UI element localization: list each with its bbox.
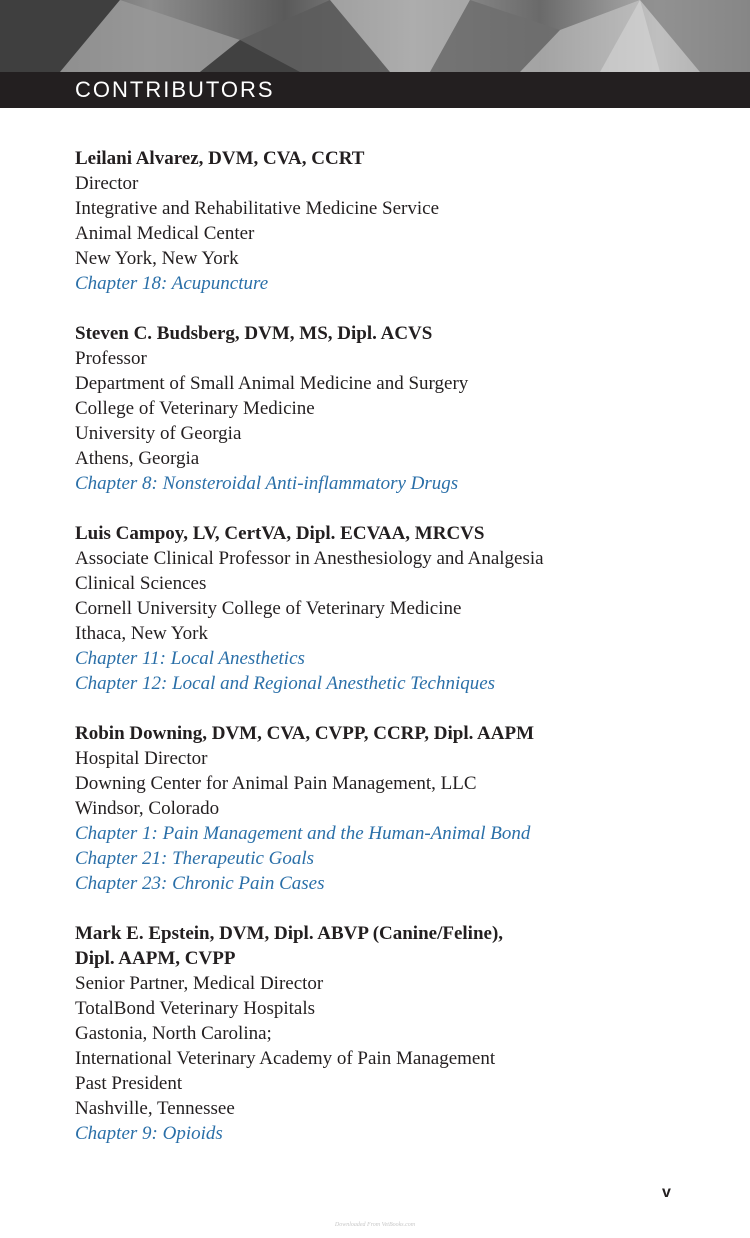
contributor-name: Robin Downing, DVM, CVA, CVPP, CCRP, Dipl. AAPM [75, 723, 535, 744]
chapter-link[interactable]: Chapter 9: Opioids [75, 1123, 223, 1144]
contributor-title: Director [75, 173, 139, 194]
chapter-link[interactable]: Chapter 18: Acupuncture [75, 273, 269, 294]
contributor-title: Associate Clinical Professor in Anesthesiology and Analgesia [75, 548, 544, 569]
contributor-affiliation: Downing Center for Animal Pain Management, LLC [75, 773, 477, 794]
contributor-title: Past President [75, 1073, 183, 1094]
contributor-location: Ithaca, New York [75, 623, 208, 644]
contributor-entry [75, 146, 695, 296]
chapter-link[interactable]: Chapter 1: Pain Management and the Human-Animal Bond [75, 823, 531, 844]
contributor-affiliation: Integrative and Rehabilitative Medicine Service [75, 198, 440, 219]
chapter-link[interactable]: Chapter 21: Therapeutic Goals [75, 848, 315, 869]
contributor-entry [75, 521, 695, 696]
contributor-affiliation: Clinical Sciences [75, 573, 207, 594]
contributor-location: New York, New York [75, 248, 239, 269]
contributor-name: Mark E. Epstein, DVM, Dipl. ABVP (Canine/Feline), [75, 923, 504, 944]
contributor-affiliation: Animal Medical Center [75, 223, 255, 244]
banner-facets-graphic [0, 0, 750, 72]
chapter-link[interactable]: Chapter 11: Local Anesthetics [75, 648, 305, 669]
page-number: v [662, 1184, 671, 1201]
footer-watermark: Downloaded From VetBooks.com [334, 1222, 416, 1228]
page-title: CONTRIBUTORS [75, 77, 275, 102]
contributor-affiliation: International Veterinary Academy of Pain Management [75, 1048, 496, 1069]
contributor-name-continued: Dipl. AAPM, CVPP [75, 948, 236, 969]
contributor-location: Gastonia, North Carolina; [75, 1023, 272, 1044]
contributor-entry [75, 721, 695, 896]
contributor-affiliation: Cornell University College of Veterinary Medicine [75, 598, 462, 619]
contributor-location: Athens, Georgia [75, 448, 200, 469]
contributor-name: Luis Campoy, LV, CertVA, Dipl. ECVAA, MRCVS [75, 523, 485, 544]
chapter-link[interactable]: Chapter 12: Local and Regional Anesthetic Techniques [75, 673, 496, 694]
contributor-entry [75, 921, 695, 1146]
chapter-link[interactable]: Chapter 23: Chronic Pain Cases [75, 873, 325, 894]
contributors-list [75, 146, 695, 1171]
contributor-affiliation: Department of Small Animal Medicine and Surgery [75, 373, 469, 394]
contributor-title: Senior Partner, Medical Director [75, 973, 324, 994]
contributor-affiliation: TotalBond Veterinary Hospitals [75, 998, 316, 1019]
contributor-title: Hospital Director [75, 748, 208, 769]
contributor-name: Steven C. Budsberg, DVM, MS, Dipl. ACVS [75, 323, 433, 344]
contributor-title: Professor [75, 348, 147, 369]
contributor-location: Nashville, Tennessee [75, 1098, 235, 1119]
contributor-affiliation: College of Veterinary Medicine [75, 398, 315, 419]
header-banner-graphic [0, 0, 750, 72]
contributor-entry [75, 321, 695, 496]
contributor-affiliation: University of Georgia [75, 423, 242, 444]
contributor-name: Leilani Alvarez, DVM, CVA, CCRT [75, 148, 365, 169]
chapter-link[interactable]: Chapter 8: Nonsteroidal Anti-inflammatory Drugs [75, 473, 459, 494]
contributor-location: Windsor, Colorado [75, 798, 220, 819]
